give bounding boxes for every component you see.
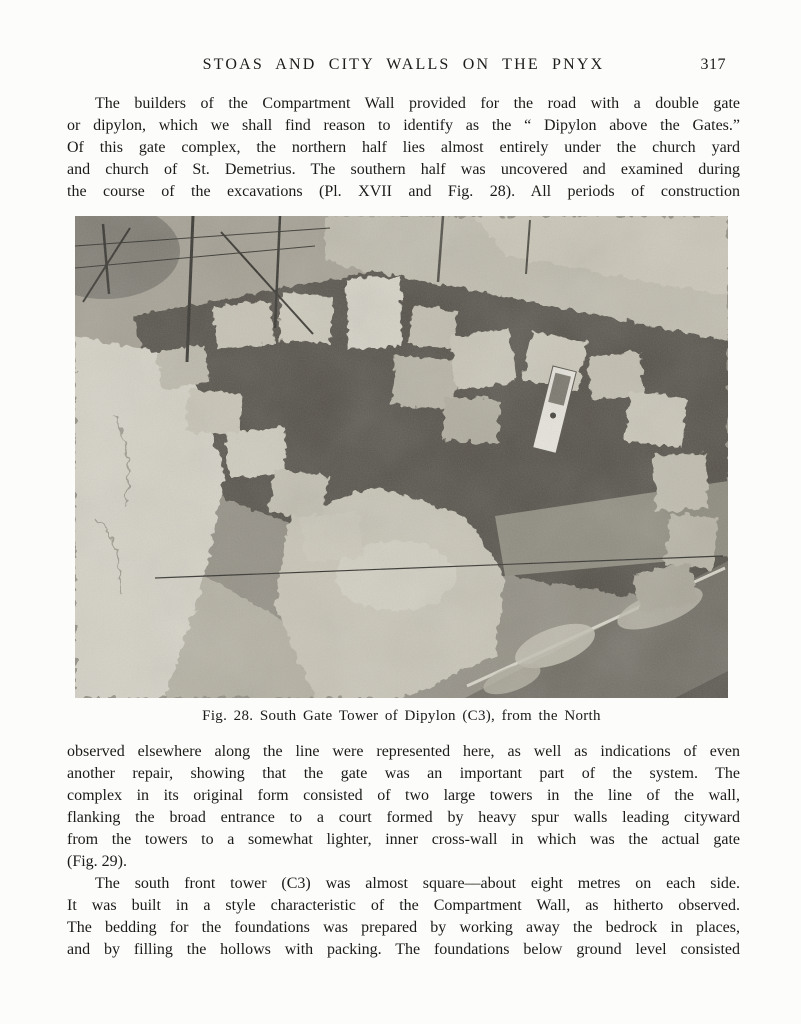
figure-28: [75, 216, 728, 726]
text-line: complex in its original form consisted of two large towers in the line of the wall,: [67, 787, 740, 804]
text-line: flanking the broad entrance to a court formed by heavy spur walls leading cityward: [67, 809, 740, 826]
photo-grain: [75, 216, 728, 698]
paragraph-3: [67, 873, 740, 961]
text-line: the course of the excavations (Pl. XVII and Fig. 28). All periods of construction: [67, 183, 740, 200]
text-line: another repair, showing that the gate was an important part of the system. The: [67, 765, 740, 782]
running-header: [67, 56, 740, 74]
text-line: The bedding for the foundations was prepared by working away the bedrock in places,: [67, 919, 740, 936]
text-line: and church of St. Demetrius. The southern half was uncovered and examined during: [67, 161, 740, 178]
paragraph-2: [67, 741, 740, 873]
paragraph-1: [67, 93, 740, 203]
text-line: The builders of the Compartment Wall provided for the road with a double gate: [95, 95, 740, 112]
text-line: Of this gate complex, the northern half lies almost entirely under the church yard: [67, 139, 740, 156]
figure-caption: Fig. 28. South Gate Tower of Dipylon (C3), from the North: [202, 708, 601, 724]
text-line: or dipylon, which we shall find reason to identify as the “ Dipylon above the Gates.”: [67, 117, 740, 134]
text-line: and by filling the hollows with packing. The foundations below ground level consisted: [67, 941, 740, 958]
text-line: It was built in a style characteristic of the Compartment Wall, as hitherto observed.: [67, 897, 740, 914]
text-line: The south front tower (C3) was almost square––about eight metres on each side.: [95, 875, 740, 892]
page-number: 317: [700, 56, 726, 73]
excavation-photo-image: [75, 216, 728, 698]
text-line: from the towers to a somewhat lighter, inner cross-wall in which was the actual gate: [67, 831, 740, 848]
running-title: STOAS AND CITY WALLS ON THE PNYX: [202, 56, 605, 73]
text-line: observed elsewhere along the line were represented here, as well as indications of even: [67, 743, 740, 760]
text-line: (Fig. 29).: [67, 853, 127, 870]
